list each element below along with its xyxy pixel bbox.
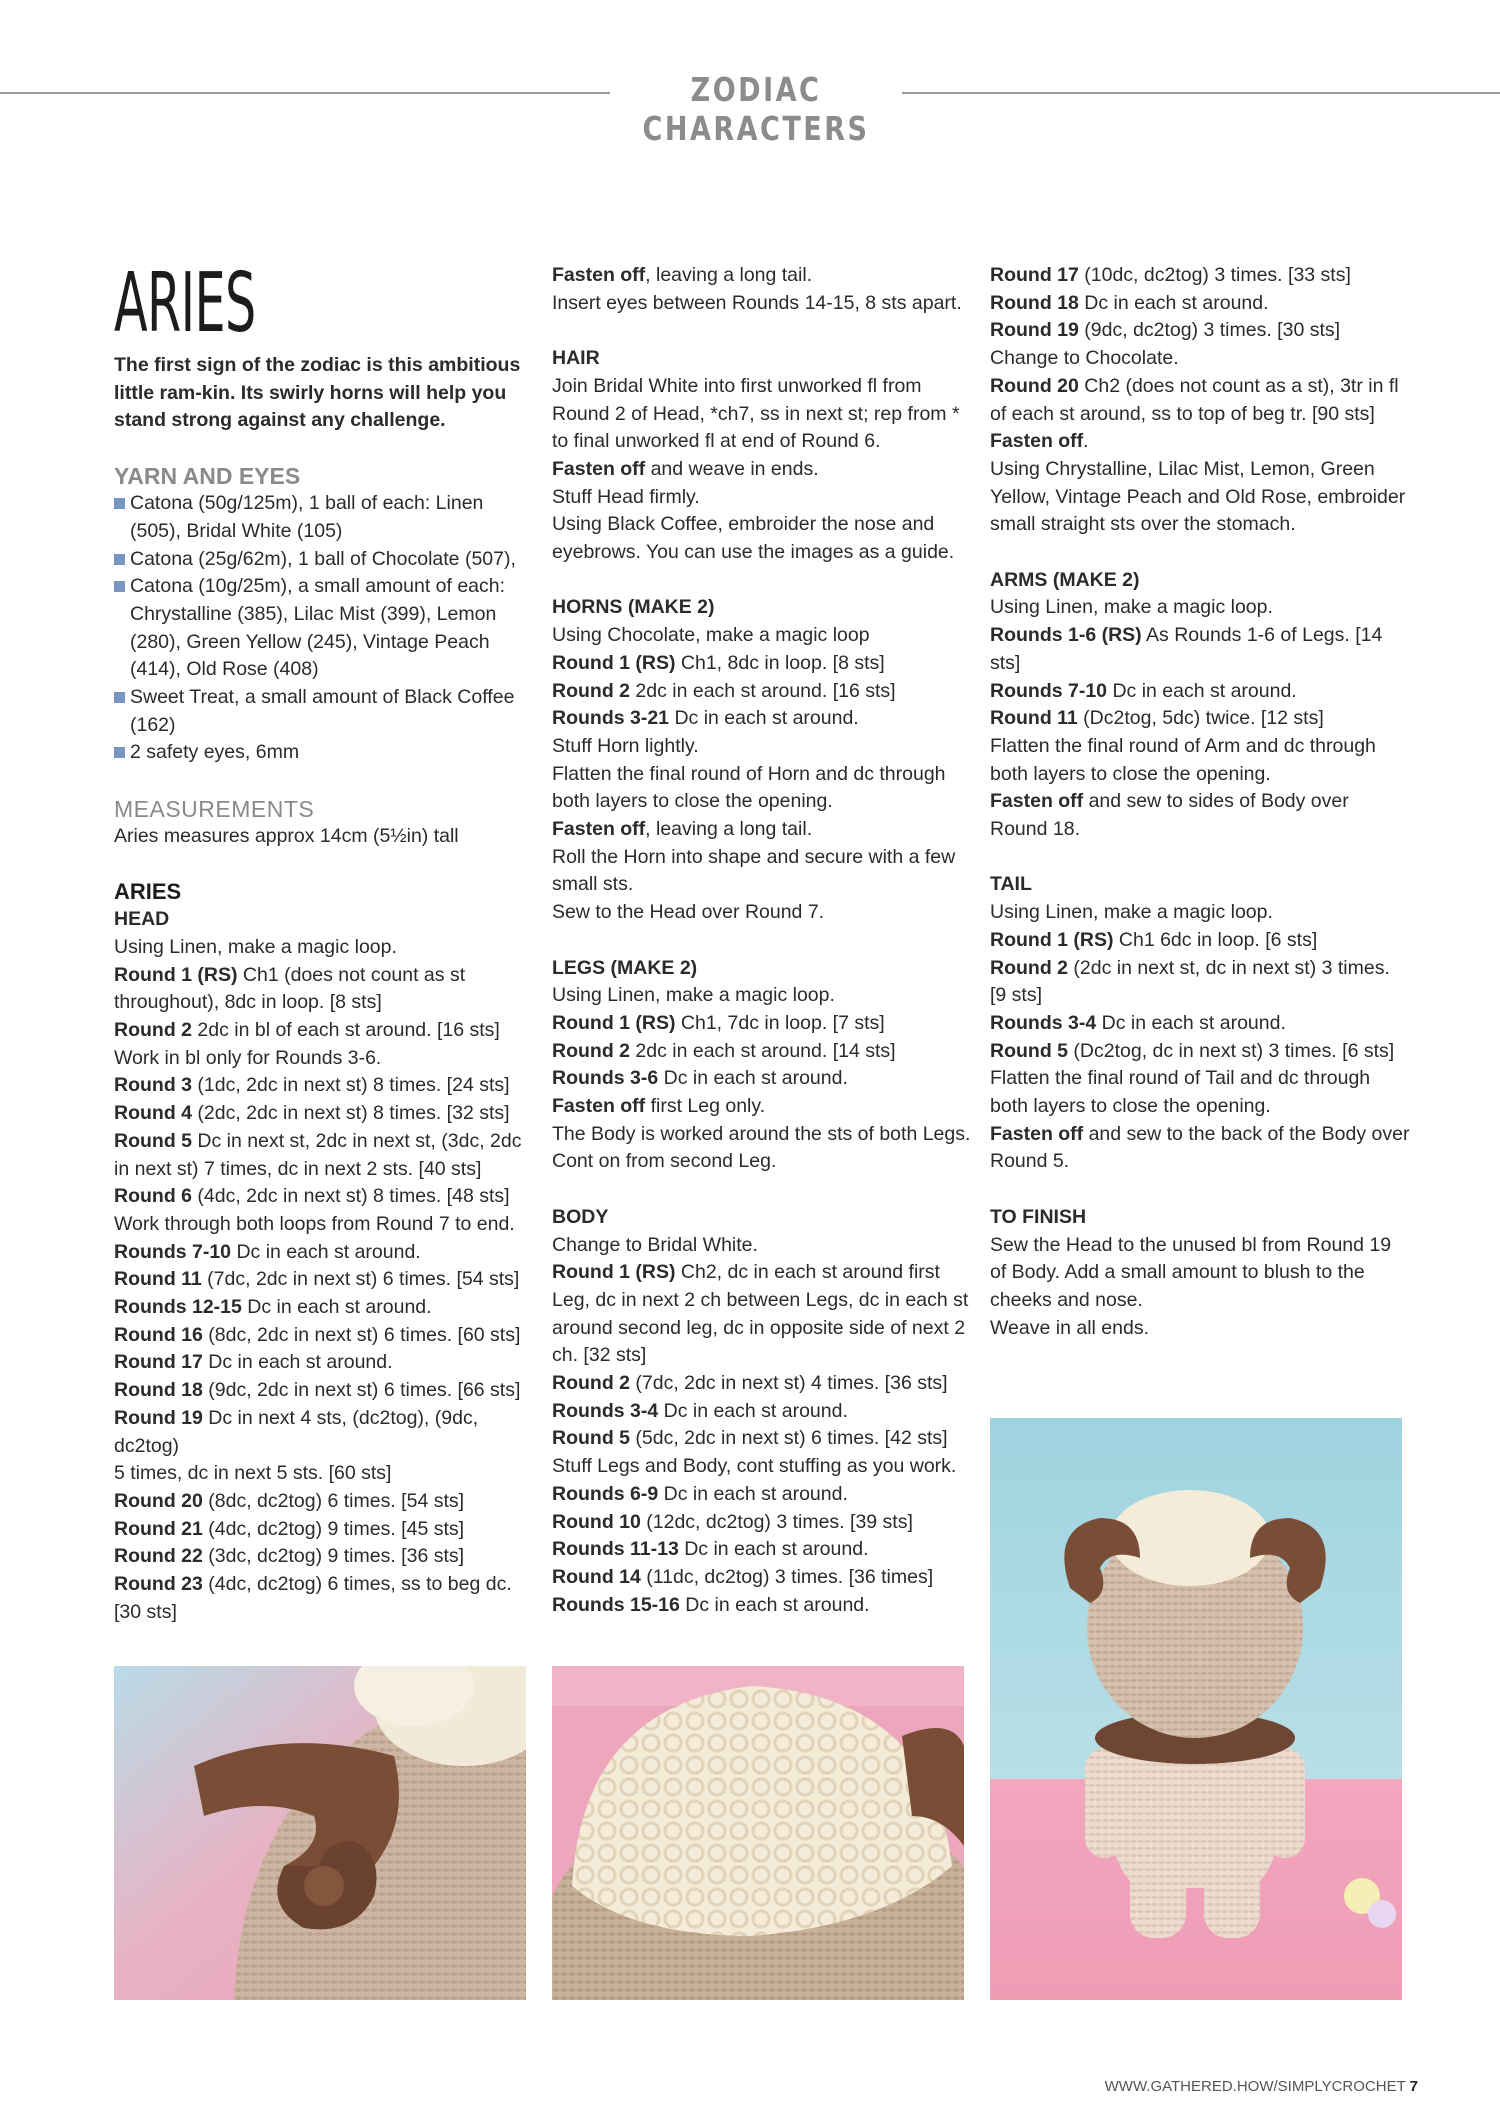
pattern-line [552,1121,972,1176]
instruction-text: (2dc in next st, dc in next st) 3 times. [9 sts] [990,956,1390,1007]
round-label: Fasten off [552,457,646,480]
round-label: Fasten off [552,1095,646,1118]
round-label: Round 10 [552,1510,641,1533]
hair-closeup-photo [552,1666,964,2000]
instruction-text: , leaving a long tail. [645,264,813,286]
pattern-line [990,1232,1410,1315]
instruction-text: Weave in all ends. [990,1316,1149,1339]
round-label: Rounds 6-9 [552,1482,659,1505]
instruction-text: Dc in next 4 sts, (dc2tog), (9dc, dc2tog) [114,1406,479,1457]
round-label: Round 3 [114,1074,192,1097]
pattern-line [552,1564,972,1592]
header-rule-right [902,92,1500,94]
list-item: Sweet Treat, a small amount of Black Coffee (162) [114,684,524,739]
pattern-line [990,733,1410,788]
pattern-line [990,594,1410,622]
instruction-text: . [1083,430,1089,453]
instruction-text: Using Chocolate, make a magic loop [552,624,870,647]
instruction-text: Dc in each st around. [658,1399,848,1422]
round-label: Round 5 [552,1427,630,1450]
round-label: Round 2 [552,1372,630,1395]
finish-lines [990,1232,1410,1343]
pattern-line [114,1266,524,1294]
pattern-line [552,899,972,927]
pattern-line [114,1405,524,1460]
round-label: Fasten off [552,264,646,286]
pattern-line [552,484,972,512]
round-label: Round 6 [114,1185,192,1208]
instruction-text: Ch2, dc in each st around first Leg, dc in next 2 ch between Legs, dc in each st around second leg, dc in opposite side of next 2 ch. [32 sts] [552,1261,969,1367]
round-label: Round 17 [114,1351,203,1374]
round-label: Round 1 (RS) [990,928,1114,951]
round-label: Round 16 [114,1323,203,1346]
pattern-line [552,290,972,318]
pattern-line [990,1121,1410,1176]
instruction-text: (4dc, dc2tog) 6 times, ss to beg dc. [30 sts] [114,1573,512,1623]
round-label: Rounds 15-16 [552,1593,680,1616]
instruction-text: (9dc, dc2tog) 3 times. [30 sts] [1078,319,1341,342]
body-heading: BODY [552,1205,609,1228]
pattern-line [990,1065,1410,1120]
pattern-line [990,290,1410,318]
instruction-text: Dc in each st around. [231,1240,421,1263]
pattern-line [990,955,1410,1010]
instruction-text: (4dc, dc2tog) 9 times. [45 sts] [202,1517,465,1540]
instruction-text: (4dc, 2dc in next st) 8 times. [48 sts] [192,1185,510,1208]
head-end-lines [552,262,972,317]
instruction-text: (7dc, 2dc in next st) 4 times. [36 sts] [630,1372,948,1395]
arms-lines [990,594,1410,843]
round-label: Round 5 [114,1129,192,1152]
instruction-text: The Body is worked around the sts of both Legs. Cont on from second Leg. [552,1122,971,1173]
instruction-text: Dc in next st, 2dc in next st, (3dc, 2dc in next st) 7 times, dc in next 2 sts. [40 sts] [114,1129,522,1180]
yarn-list [114,490,524,767]
instruction-text: (1dc, 2dc in next st) 8 times. [24 sts] [192,1074,510,1097]
instruction-text: Sew the Head to the unused bl from Round 19 of Body. Add a small amount to blush to the cheeks and nose. [990,1233,1392,1311]
round-label: Rounds 11-13 [552,1538,679,1561]
pattern-line [114,1045,524,1073]
list-item: Catona (50g/125m), 1 ball of each: Linen (505), Bridal White (105) [114,490,524,545]
instruction-text: Ch1, 8dc in loop. [8 sts] [675,651,885,674]
footer-url: WWW.GATHERED.HOW/SIMPLYCROCHET [1104,2078,1406,2095]
round-label: Rounds 3-4 [552,1399,659,1422]
legs-heading: LEGS (MAKE 2) [552,956,698,979]
instruction-text: first Leg only. [645,1095,766,1118]
pattern-line [552,1536,972,1564]
pattern-line [990,927,1410,955]
instruction-text: (8dc, dc2tog) 6 times. [54 sts] [202,1489,465,1512]
pattern-line [990,345,1410,373]
instruction-text: Insert eyes between Rounds 14-15, 8 sts apart. [552,291,962,314]
pattern-line [552,1592,972,1620]
instruction-text: Dc in each st around. [658,1067,848,1090]
page-title: ARIES [114,256,256,351]
round-label: Rounds 1-6 (RS) [990,624,1142,647]
instruction-text: Flatten the final round of Tail and dc through both layers to close the opening. [990,1067,1371,1118]
round-label: Round 5 [990,1039,1068,1062]
pattern-line [990,788,1410,843]
pattern-line [114,1322,524,1350]
round-label: Round 23 [114,1573,203,1596]
instruction-text: Sew to the Head over Round 7. [552,901,825,924]
pattern-line [114,1017,524,1045]
instruction-text: Dc in each st around. [1078,291,1269,314]
instruction-text: Using Linen, make a magic loop. [990,901,1273,924]
pattern-line [990,373,1410,428]
pattern-line [114,1211,524,1239]
round-label: Round 11 [990,707,1078,730]
round-label: Fasten off [990,1122,1084,1145]
pattern-line [552,816,972,844]
footer [1030,2078,1418,2095]
horns-lines [552,622,972,927]
instruction-text: Ch1 6dc in loop. [6 sts] [1113,928,1318,951]
instruction-text: (9dc, 2dc in next st) 6 times. [66 sts] [202,1379,521,1402]
round-label: Rounds 3-6 [552,1067,659,1090]
instruction-text: Ch1, 7dc in loop. [7 sts] [675,1011,885,1034]
round-label: Round 18 [990,291,1079,314]
pattern-line [552,1232,972,1260]
list-item: 2 safety eyes, 6mm [114,739,524,767]
tail-lines [990,899,1410,1176]
round-label: Round 1 (RS) [552,1011,676,1034]
pattern-line [552,1453,972,1481]
pattern-line [990,705,1410,733]
instruction-text: 2dc in each st around. [14 sts] [630,1039,896,1062]
round-label: Round 22 [114,1545,203,1568]
tail-heading: TAIL [990,873,1032,896]
yarn-heading: YARN AND EYES [114,463,301,490]
instruction-text: Dc in each st around. [1107,679,1297,702]
round-label: Rounds 7-10 [990,679,1108,702]
round-label: Round 14 [552,1565,641,1588]
instruction-text: (8dc, 2dc in next st) 6 times. [60 sts] [202,1323,521,1346]
instruction-text: and sew to sides of Body over Round 18. [990,790,1349,841]
hair-lines [552,373,972,567]
pattern-line [552,1370,972,1398]
round-label: Round 2 [552,679,630,702]
pattern-line [552,1038,972,1066]
instruction-text: (11dc, dc2tog) 3 times. [36 times] [640,1565,934,1588]
intro-text: The first sign of the zodiac is this ambitious little ram-kin. Its swirly horns will help you stand strong against any challenge. [114,354,521,432]
pattern-line [552,622,972,650]
round-label: Round 19 [990,319,1079,342]
pattern-line [552,1425,972,1453]
body-end-lines [990,262,1410,539]
body-lines [552,1232,972,1620]
round-label: Rounds 3-21 [552,707,670,730]
pattern-line [552,761,972,816]
round-label: Rounds 3-4 [990,1011,1097,1034]
pattern-line [114,1377,524,1405]
instruction-text: Flatten the final round of Arm and dc through both layers to close the opening. [990,734,1376,785]
pattern-line [552,456,972,484]
pattern-line [114,1239,524,1267]
pattern-line [114,962,524,1017]
instruction-text: Dc in each st around. [658,1482,848,1505]
instruction-text: (Dc2tog, 5dc) twice. [12 sts] [1077,707,1324,730]
pattern-line [990,622,1410,677]
round-label: Round 1 (RS) [114,963,238,986]
instruction-text: Work in bl only for Rounds 3-6. [114,1046,382,1069]
instruction-text: Dc in each st around. [241,1296,432,1319]
pattern-line [552,1259,972,1370]
pattern-line [552,705,972,733]
pattern-line [552,844,972,899]
measurements-text: Aries measures approx 14cm (5½in) tall [114,824,459,847]
column-3 [990,262,1410,1342]
instruction-text: Dc in each st around. [202,1351,393,1374]
header-rule-left [0,92,610,94]
pattern-line [552,733,972,761]
instruction-text: Change to Bridal White. [552,1233,758,1256]
instruction-text: (7dc, 2dc in next st) 6 times. [54 sts] [201,1268,520,1291]
column-2 [552,262,972,1619]
pattern-line [114,1072,524,1100]
page-number: 7 [1409,2078,1418,2095]
instruction-text: Ch1 (does not count as st throughout), 8dc in loop. [8 sts] [114,963,466,1014]
instruction-text: Using Linen, make a magic loop. [990,596,1273,619]
instruction-text: Using Black Coffee, embroider the nose and eyebrows. You can use the images as a guide. [552,513,955,564]
pattern-line [114,934,524,962]
round-label: Round 18 [114,1379,203,1402]
instruction-text: and weave in ends. [645,457,819,480]
instruction-text: Stuff Legs and Body, cont stuffing as you work. [552,1455,957,1478]
instruction-text: and sew to the back of the Body over Round 5. [990,1122,1410,1173]
instruction-text: (3dc, dc2tog) 9 times. [36 sts] [202,1545,465,1568]
pattern-line [114,1543,524,1571]
instruction-text: Stuff Horn lightly. [552,734,699,757]
pattern-line [552,511,972,566]
instruction-text: Change to Chocolate. [990,347,1179,370]
instruction-text: Dc in each st around. [679,1593,870,1616]
pattern-line [990,262,1410,290]
instruction-text: 5 times, dc in next 5 sts. [60 sts] [114,1462,392,1485]
instruction-text: Dc in each st around. [678,1538,869,1561]
list-item: Catona (10g/25m), a small amount of each: Chrystalline (385), Lilac Mist (399), Lemon (280), Green Yellow (245), Vintage Peach (414), Old Rose (408) [114,573,524,684]
pattern-line [552,373,972,456]
instruction-text: Stuff Head firmly. [552,485,700,508]
instruction-text: Flatten the final round of Horn and dc through both layers to close the opening. [552,762,946,813]
hair-heading: HAIR [552,347,600,370]
round-label: Fasten off [552,818,646,841]
instruction-text: (2dc, 2dc in next st) 8 times. [32 sts] [192,1102,510,1125]
section-title: ZODIAC CHARACTERS [642,70,870,148]
pattern-line [114,1460,524,1488]
instruction-text: Using Linen, make a magic loop. [552,984,835,1007]
round-label: Rounds 12-15 [114,1296,242,1319]
pattern-line [114,1488,524,1516]
round-label: Round 19 [114,1406,203,1429]
instruction-text: (10dc, dc2tog) 3 times. [33 sts] [1078,264,1351,286]
instruction-text: 2dc in each st around. [16 sts] [630,679,896,702]
round-label: Round 11 [114,1268,202,1291]
round-label: Fasten off [990,790,1084,813]
pattern-line [114,1349,524,1377]
pattern-line [552,1509,972,1537]
instruction-text: (Dc2tog, dc in next st) 3 times. [6 sts] [1068,1039,1395,1062]
instruction-text: (5dc, 2dc in next st) 6 times. [42 sts] [630,1427,948,1450]
pattern-title: ARIES [114,879,182,905]
round-label: Fasten off [990,430,1084,453]
horns-heading: HORNS (MAKE 2) [552,596,715,619]
horn-closeup-photo [114,1666,526,2000]
round-label: Rounds 7-10 [114,1240,232,1263]
round-label: Round 1 (RS) [552,1261,676,1284]
pattern-line [990,317,1410,345]
pattern-line [552,1010,972,1038]
instruction-text: Dc in each st around. [669,707,859,730]
round-label: Round 2 [990,956,1068,979]
pattern-line [552,1093,972,1121]
instruction-text: Using Chrystalline, Lilac Mist, Lemon, Green Yellow, Vintage Peach and Old Rose, embroider small straight sts over the stomach. [990,457,1406,536]
column-1 [114,256,524,1627]
pattern-line [552,678,972,706]
round-label: Round 20 [114,1489,203,1512]
instruction-text: Ch2 (does not count as a st), 3tr in fl of each st around, ss to top of beg tr. [90 sts] [990,374,1399,425]
instruction-text: Roll the Horn into shape and secure with a few small sts. [552,845,956,896]
instruction-text: Using Linen, make a magic loop. [114,935,397,958]
pattern-line [114,1100,524,1128]
pattern-line [114,1571,524,1626]
pattern-line [552,1065,972,1093]
instruction-text: Join Bridal White into first unworked fl from Round 2 of Head, *ch7, ss in next st; rep from * to final unworked fl at end of Round 6. [552,374,960,453]
arms-heading: ARMS (MAKE 2) [990,568,1140,591]
pattern-line [990,1038,1410,1066]
round-label: Round 21 [114,1517,203,1540]
pattern-line [990,899,1410,927]
legs-lines [552,982,972,1176]
round-label: Round 2 [114,1019,192,1042]
pattern-line [114,1516,524,1544]
pattern-line [552,1398,972,1426]
head-heading: HEAD [114,908,170,931]
round-label: Round 4 [114,1102,192,1125]
pattern-line [990,456,1410,539]
pattern-line [990,678,1410,706]
pattern-line [990,1315,1410,1343]
pattern-line [552,262,972,290]
list-item: Catona (25g/62m), 1 ball of Chocolate (507), [114,546,524,574]
measurements-heading: MEASUREMENTS [114,795,315,822]
round-label: Round 20 [990,374,1079,397]
round-label: Round 2 [552,1039,630,1062]
pattern-line [114,1294,524,1322]
round-label: Round 17 [990,264,1079,286]
pattern-line [990,1010,1410,1038]
instruction-text: Work through both loops from Round 7 to end. [114,1212,515,1235]
finish-heading: TO FINISH [990,1205,1087,1228]
aries-back-photo [990,1418,1402,2000]
pattern-line [114,1128,524,1183]
instruction-text: , leaving a long tail. [645,818,813,841]
round-label: Round 1 (RS) [552,651,676,674]
pattern-line [552,650,972,678]
instruction-text: Dc in each st around. [1096,1011,1286,1034]
pattern-line [552,982,972,1010]
instruction-text: As Rounds 1-6 of Legs. [14 sts] [990,624,1383,674]
pattern-line [114,1183,524,1211]
head-lines [114,934,524,1627]
instruction-text: 2dc in bl of each st around. [16 sts] [192,1019,500,1042]
pattern-line [990,428,1410,456]
pattern-line [552,1481,972,1509]
instruction-text: (12dc, dc2tog) 3 times. [39 sts] [640,1510,913,1533]
